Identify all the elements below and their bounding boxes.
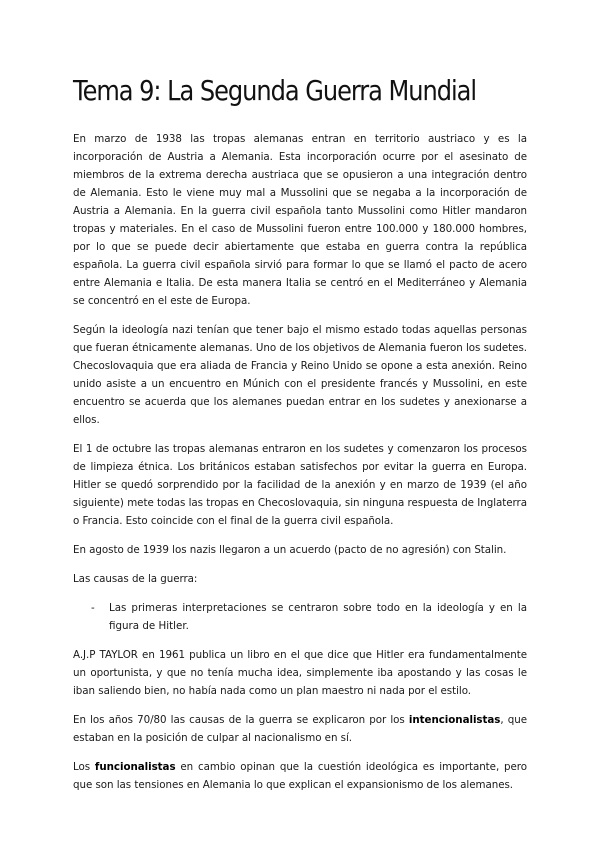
text-span: , que estaban en la posición de culpar al nacionalismo en sí. (73, 714, 527, 744)
document-page (73, 74, 527, 805)
paragraph-sudetes: Según la ideología nazi tenían que tener bajo el mismo estado todas aquellas personas que fueran étnicamente alemanas. Uno de los objetivos de Alemania fueron los sudetes. Checoslovaquia que era aliada de Francia y Reino Unido se opone a esta anexión. Reino unido asiste a un encuentro en Múnich con el presidente francés y Mussolini, en este encuentro se acuerda que los alemanes puedan entrar en los sudetes y anexionarse a ellos. (73, 324, 527, 426)
bullet-text: Las primeras interpretaciones se centraron sobre todo en la ideología y en la figura de Hitler. (109, 602, 527, 632)
paragraph-austria-annexation: En marzo de 1938 las tropas alemanas entran en territorio austriaco y es la incorporación de Austria a Alemania. Esta incorporación ocurre por el asesinato de miembros de la extrema derecha austriaca que se opusieron a una integración dentro de Alemania. Esto le viene muy mal a Mussolini que se negaba a la incorporación de Austria a Alemania. En la guerra civil española tanto Mussolini como Hitler mandaron tropas y materiales. En el caso de Mussolini fueron entre 100.000 y 180.000 hombres, por lo que se puede decir abiertamente que estaba en guerra contra la república española. La guerra civil española sirvió para formar lo que se llamó el pacto de acero entre Alemania e Italia. De esta manera Italia se centró en el Mediterráneo y Alemania se concentró en el este de Europa. (73, 133, 527, 307)
bold-term-funcionalistas: funcionalistas (94, 761, 176, 773)
paragraph-war-causes-heading: Las causas de la guerra: (73, 573, 198, 585)
text-span: Los (73, 761, 95, 773)
paragraph-taylor: A.J.P TAYLOR en 1961 publica un libro en el que dice que Hitler era fundamentalmente un oportunista, y que no tenía mucha idea, simplemente iba apostando y las cosas le iban saliendo bien, no había nada como un plan maestro ni nada por el estilo. (73, 649, 527, 697)
paragraph-functionalists (73, 758, 527, 794)
bullet-dash: - (91, 602, 95, 614)
paragraph-intentionalists (73, 711, 527, 747)
paragraph-october-occupation: El 1 de octubre las tropas alemanas entraron en los sudetes y comenzaron los procesos de limpieza étnica. Los británicos estaban satisfechos por evitar la guerra en Europa. Hitler se quedó sorprendido por la facilidad de la anexión y en marzo de 1939 (el año siguiente) mete todas las tropas en Checoslovaquia, sin ninguna respuesta de Inglaterra o Francia. Esto coincide con el final de la guerra civil española. (73, 443, 527, 527)
paragraph-stalin-pact: En agosto de 1939 los nazis llegaron a un acuerdo (pacto de no agresión) con Stalin. (73, 544, 507, 556)
bold-term-intencionalistas: intencionalistas (408, 714, 501, 726)
list-item (73, 599, 527, 635)
text-span: En los años 70/80 las causas de la guerra se explicaron por los (73, 714, 409, 726)
document-title: Tema 9: La Segunda Guerra Mundial (73, 74, 477, 107)
text-span: en cambio opinan que la cuestión ideológica es importante, pero que son las tensiones en Alemania lo que explican el expansionismo de los alemanes. (73, 761, 527, 791)
